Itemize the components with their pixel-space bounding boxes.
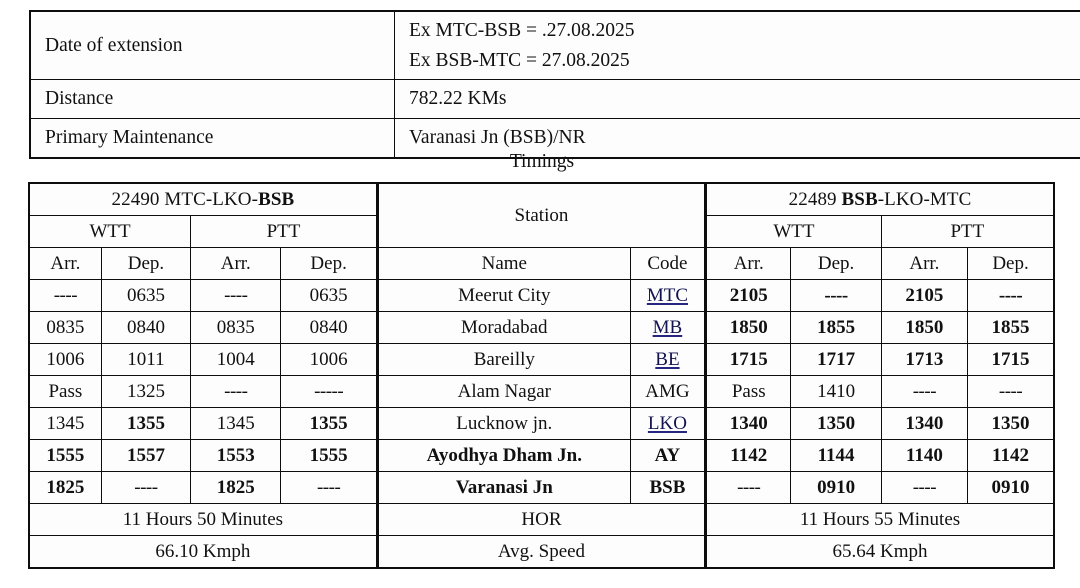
train-group-header-row [29,183,1054,216]
train-header-left [29,183,377,216]
header-right-ptt-arr: Arr. [881,248,967,280]
cell-left-ptt-dep-4: 1355 [281,408,377,440]
cell-station-name-0: Meerut City [377,280,630,312]
cell-left-wtt-dep-3: 1325 [101,376,190,408]
info-label-primary-maintenance: Primary Maintenance [30,118,395,157]
cell-left-ptt-dep-0: 0635 [281,280,377,312]
cell-right-ptt-dep-5: 1142 [968,440,1054,472]
right-ptt-header: PTT [881,216,1054,248]
cell-right-ptt-arr-6: ---- [881,472,967,504]
cell-station-name-2: Bareilly [377,344,630,376]
train-route-right-plain: -LKO-MTC [877,188,972,210]
station-code-link[interactable]: BE [655,348,680,370]
cell-right-wtt-dep-3: 1410 [791,376,881,408]
cell-station-name-5: Ayodhya Dham Jn. [377,440,630,472]
header-station-name: Name [377,248,630,280]
cell-left-ptt-dep-6: ---- [281,472,377,504]
hor-left-value: 11 Hours 50 Minutes [29,504,377,536]
extension-line-bsb-mtc: Ex BSB-MTC = 27.08.2025 [409,49,630,71]
cell-right-ptt-arr-3: ---- [881,376,967,408]
header-left-wtt-dep: Dep. [101,248,190,280]
station-group-header: Station [377,183,705,248]
hor-right-value: 11 Hours 55 Minutes [706,504,1054,536]
cell-right-wtt-arr-5: 1142 [706,440,791,472]
cell-station-code-3: AMG [630,376,705,408]
cell-left-wtt-arr-1: 0835 [29,312,101,344]
cell-right-ptt-arr-1: 1850 [881,312,967,344]
cell-left-ptt-dep-5: 1555 [281,440,377,472]
timings-table [28,182,1055,569]
cell-right-ptt-dep-0: ---- [968,280,1054,312]
cell-left-ptt-arr-1: 0835 [191,312,281,344]
station-code-link[interactable]: LKO [647,412,687,434]
timings-body [29,183,1054,568]
right-wtt-header: WTT [706,216,882,248]
cell-station-name-6: Varanasi Jn [377,472,630,504]
cell-right-wtt-dep-1: 1855 [791,312,881,344]
cell-right-wtt-dep-0: ---- [791,280,881,312]
cell-station-code-5: AY [630,440,705,472]
header-right-wtt-dep: Dep. [791,248,881,280]
table-row [29,344,1054,376]
cell-right-wtt-arr-2: 1715 [706,344,791,376]
cell-left-ptt-arr-3: ---- [191,376,281,408]
avg-speed-right-value: 65.64 Kmph [706,536,1054,569]
cell-station-code-2 [630,344,705,376]
avg-speed-row [29,536,1054,569]
header-left-wtt-arr: Arr. [29,248,101,280]
train-info-body [30,11,1080,158]
cell-station-code-0 [630,280,705,312]
train-info-table [29,10,1080,159]
train-number-right: 22489 [788,188,837,210]
cell-station-code-4 [630,408,705,440]
table-row [30,80,1080,119]
column-header-row [29,248,1054,280]
cell-right-wtt-arr-1: 1850 [706,312,791,344]
train-route-right-bold: BSB [841,188,878,210]
table-row [29,472,1054,504]
info-label-date-of-extension: Date of extension [30,11,395,80]
cell-left-wtt-dep-6: ---- [101,472,190,504]
table-row [29,280,1054,312]
cell-left-ptt-arr-5: 1553 [191,440,281,472]
left-ptt-header: PTT [191,216,378,248]
cell-right-wtt-dep-5: 1144 [791,440,881,472]
cell-left-wtt-dep-4: 1355 [101,408,190,440]
cell-left-wtt-arr-5: 1555 [29,440,101,472]
timings-caption: Timings [509,151,575,172]
train-header-right [706,183,1054,216]
cell-left-wtt-arr-4: 1345 [29,408,101,440]
info-value-date-of-extension [395,11,1080,80]
left-wtt-header: WTT [29,216,191,248]
header-right-ptt-dep: Dep. [968,248,1054,280]
cell-right-wtt-arr-3: Pass [706,376,791,408]
hor-label: HOR [377,504,705,536]
cell-left-wtt-dep-0: 0635 [101,280,190,312]
cell-right-ptt-arr-0: 2105 [881,280,967,312]
cell-right-ptt-arr-5: 1140 [881,440,967,472]
cell-right-ptt-dep-6: 0910 [968,472,1054,504]
header-station-code: Code [630,248,705,280]
train-route-left-plain: MTC-LKO- [159,188,259,210]
cell-left-wtt-arr-6: 1825 [29,472,101,504]
cell-right-ptt-dep-1: 1855 [968,312,1054,344]
cell-right-wtt-arr-0: 2105 [706,280,791,312]
cell-left-ptt-arr-6: 1825 [191,472,281,504]
cell-station-code-6: BSB [630,472,705,504]
cell-right-ptt-dep-4: 1350 [968,408,1054,440]
cell-left-wtt-arr-0: ---- [29,280,101,312]
cell-right-wtt-dep-4: 1350 [791,408,881,440]
cell-station-code-1 [630,312,705,344]
cell-right-ptt-arr-4: 1340 [881,408,967,440]
cell-left-ptt-dep-2: 1006 [281,344,377,376]
avg-speed-label: Avg. Speed [377,536,705,569]
train-number-left: 22490 [111,188,160,210]
cell-left-wtt-dep-2: 1011 [101,344,190,376]
cell-right-ptt-dep-2: 1715 [968,344,1054,376]
cell-left-ptt-dep-1: 0840 [281,312,377,344]
table-row [29,376,1054,408]
table-row [29,408,1054,440]
cell-left-wtt-arr-3: Pass [29,376,101,408]
avg-speed-left-value: 66.10 Kmph [29,536,377,569]
table-row [30,11,1080,80]
cell-left-ptt-dep-3: ----- [281,376,377,408]
cell-right-wtt-dep-2: 1717 [791,344,881,376]
cell-left-wtt-dep-5: 1557 [101,440,190,472]
station-code-link[interactable]: MTC [646,284,689,306]
info-label-distance: Distance [30,80,395,119]
cell-left-ptt-arr-2: 1004 [191,344,281,376]
cell-station-name-1: Moradabad [377,312,630,344]
cell-station-name-3: Alam Nagar [377,376,630,408]
table-row [29,440,1054,472]
cell-left-wtt-dep-1: 0840 [101,312,190,344]
extension-line-mtc-bsb: Ex MTC-BSB = .27.08.2025 [409,20,635,41]
station-code-link[interactable]: MB [652,316,683,338]
cell-right-ptt-arr-2: 1713 [881,344,967,376]
cell-left-ptt-arr-0: ---- [191,280,281,312]
cell-left-wtt-arr-2: 1006 [29,344,101,376]
train-route-left-bold: BSB [258,188,295,210]
header-left-ptt-dep: Dep. [281,248,377,280]
cell-right-wtt-arr-6: ---- [706,472,791,504]
cell-right-wtt-dep-6: 0910 [791,472,881,504]
table-row [29,312,1054,344]
cell-right-wtt-arr-4: 1340 [706,408,791,440]
cell-right-ptt-dep-3: ---- [968,376,1054,408]
header-right-wtt-arr: Arr. [706,248,791,280]
info-value-distance: 782.22 KMs [395,80,1080,119]
hor-row [29,504,1054,536]
info-value-primary-maintenance: Varanasi Jn (BSB)/NR [395,118,1080,157]
header-left-ptt-arr: Arr. [191,248,281,280]
cell-station-name-4: Lucknow jn. [377,408,630,440]
cell-left-ptt-arr-4: 1345 [191,408,281,440]
